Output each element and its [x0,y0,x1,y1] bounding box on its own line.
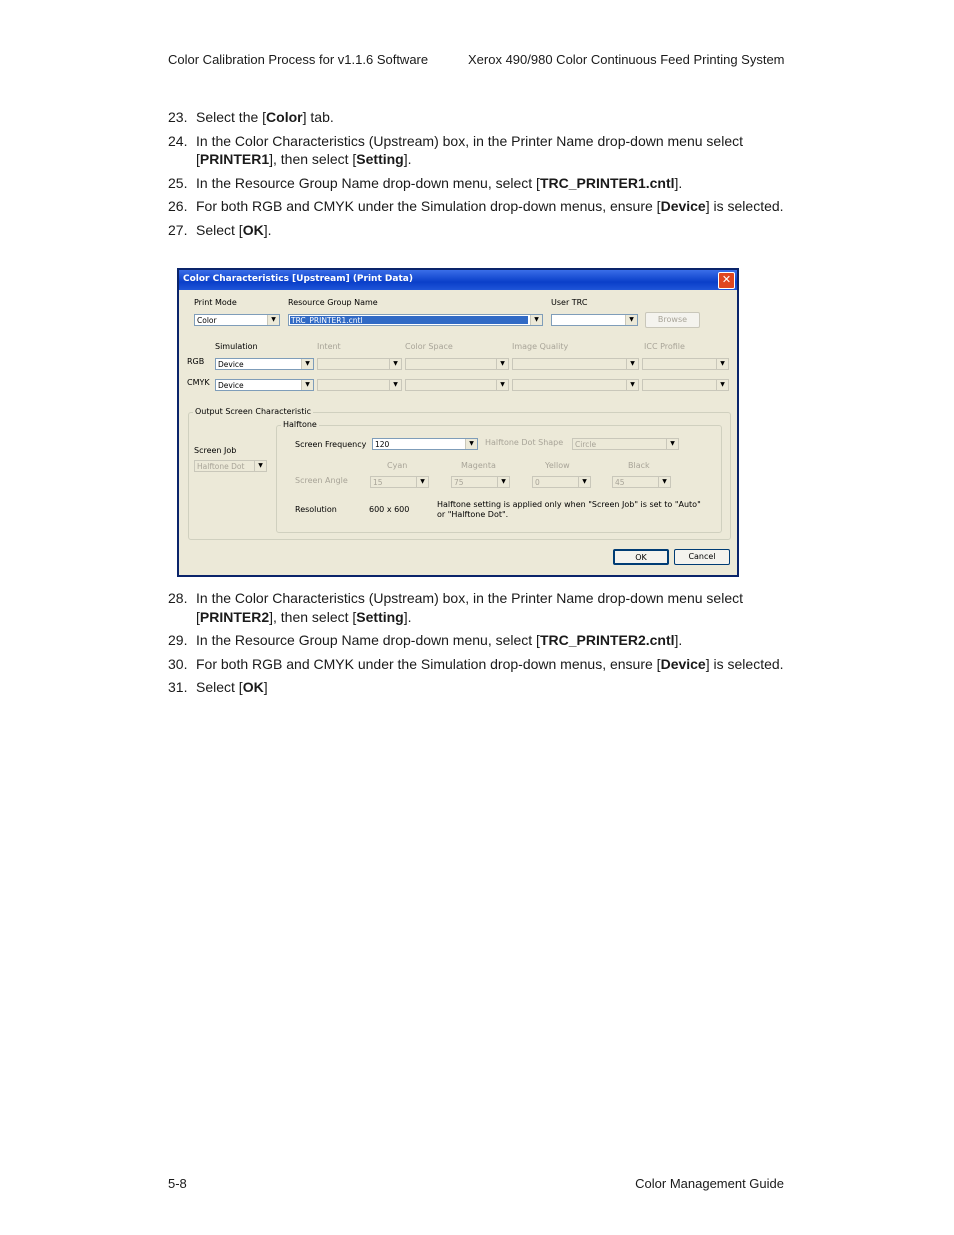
color-space-label: Color Space [405,342,453,351]
black-angle-select[interactable] [612,476,671,488]
cmyk-icc-profile-select[interactable] [642,379,729,391]
rgb-simulation-select[interactable] [215,358,314,370]
step-text-part: ]. [263,221,272,238]
chevron-down-icon: ▼ [496,359,508,369]
cmyk-intent-select[interactable] [317,379,402,391]
print-mode-select[interactable] [194,314,280,326]
chevron-down-icon: ▼ [496,380,508,390]
list-item [168,174,788,193]
halftone-dot-shape-select[interactable] [572,438,679,450]
step-text [196,655,788,674]
yellow-label: Yellow [545,461,570,470]
chevron-down-icon: ▼ [626,359,638,369]
chevron-down-icon: ▼ [716,359,728,369]
halftone-label: Halftone [283,420,317,429]
step-text-part: ] [263,679,268,695]
step-text-part: For both RGB and CMYK under the Simulation drop-down menus, ensure [ [196,655,661,672]
step-number: 26. [168,198,188,214]
list-item [168,655,788,674]
screen-job-value: Halftone Dot [197,462,245,471]
rgb-intent-select[interactable] [317,358,402,370]
steps-list-a [168,108,788,244]
browse-button[interactable]: Browse [645,312,700,328]
step-text [196,197,788,216]
rgb-color-space-select[interactable] [405,358,509,370]
rgb-label: RGB [187,357,205,366]
halftone-dot-shape-value: Circle [575,440,597,449]
screen-frequency-label: Screen Frequency [295,440,367,449]
chevron-down-icon: ▼ [625,315,637,325]
step-text-part: ]. [674,174,683,191]
chevron-down-icon: ▼ [416,477,428,487]
step-keyword: PRINTER1 [199,151,270,167]
step-number: 28. [168,590,188,606]
step-text-part: For both RGB and CMYK under the Simulation drop-down menus, ensure [ [196,198,661,214]
output-screen-group [188,407,731,540]
step-text [196,678,788,697]
step-text-part: ] is selected. [705,198,784,214]
black-angle-value: 45 [615,478,625,487]
step-number: 24. [168,132,188,149]
ok-button[interactable]: OK [613,549,669,565]
cmyk-simulation-select[interactable] [215,379,314,391]
step-text [196,221,788,240]
chevron-down-icon: ▼ [530,315,542,325]
step-number: 27. [168,221,188,238]
list-item [168,108,788,127]
step-keyword: TRC_PRINTER1.cntl [539,174,675,191]
halftone-dot-shape-label: Halftone Dot Shape [485,438,564,447]
resource-group-label: Resource Group Name [288,298,378,307]
list-item [168,197,788,216]
user-trc-label: User TRC [551,298,588,307]
chevron-down-icon: ▼ [497,477,509,487]
cyan-angle-select[interactable] [370,476,429,488]
step-text [196,589,788,626]
chevron-down-icon: ▼ [626,380,638,390]
step-keyword: OK [242,679,264,695]
icc-profile-label: ICC Profile [644,342,685,351]
step-text-part: ]. [674,632,683,648]
step-number: 23. [168,109,188,125]
chevron-down-icon: ▼ [267,315,279,325]
step-number: 31. [168,679,188,695]
step-text-part: Select [ [196,679,243,695]
header-left: Color Calibration Process for v1.1.6 Software [168,52,429,67]
step-keyword: Device [660,655,706,672]
step-text [196,108,788,127]
cyan-angle-value: 15 [373,478,383,487]
step-text-part: ]. [403,151,412,167]
chevron-down-icon: ▼ [465,439,477,449]
rgb-simulation-value: Device [218,360,244,369]
chevron-down-icon: ▼ [301,359,313,369]
user-trc-select[interactable] [551,314,638,326]
resolution-value: 600 x 600 [369,505,410,514]
step-text [196,132,788,169]
step-text-part: In the Resource Group Name drop-down menu, select [ [196,632,540,648]
rgb-image-quality-select[interactable] [512,358,639,370]
footer-title: Color Management Guide [635,1176,784,1191]
print-mode-value: Color [197,316,217,325]
step-number: 29. [168,632,188,648]
chevron-down-icon: ▼ [254,461,266,471]
dialog-titlebar [179,270,737,290]
chevron-down-icon: ▼ [389,380,401,390]
close-icon[interactable]: ✕ [718,272,735,289]
list-item [168,132,788,169]
header-right: Xerox 490/980 Color Continuous Feed Printing System [468,52,785,67]
step-keyword: TRC_PRINTER2.cntl [539,632,675,648]
cancel-button[interactable]: Cancel [674,549,730,565]
step-keyword: OK [242,221,264,238]
chevron-down-icon: ▼ [578,477,590,487]
screen-job-select[interactable] [194,460,267,472]
list-item [168,678,788,697]
halftone-note-line2: or "Halftone Dot". [437,510,509,519]
magenta-label: Magenta [461,461,496,470]
color-characteristics-dialog [177,268,739,577]
step-text [196,631,788,650]
step-keyword: Setting [356,151,404,167]
step-text-part: In the Resource Group Name drop-down menu, select [ [196,174,540,191]
step-text-part: ], then select [ [269,608,357,625]
step-number: 25. [168,174,188,191]
list-item [168,221,788,240]
halftone-note-line1: Halftone setting is applied only when "Screen Job" is set to "Auto" [437,500,701,509]
resource-group-value: TRC_PRINTER1.cntl [291,316,363,325]
intent-label: Intent [317,342,341,351]
dialog-title: Color Characteristics [Upstream] (Print Data) [183,274,413,284]
step-text [196,174,788,193]
step-text-part: Select the [ [196,109,267,125]
magenta-angle-value: 75 [454,478,464,487]
cmyk-color-space-select[interactable] [405,379,509,391]
halftone-group [276,420,722,533]
rgb-icc-profile-select[interactable] [642,358,729,370]
step-keyword: PRINTER2 [199,608,270,625]
step-text-part: ] is selected. [705,655,784,672]
step-text-part: Select [ [196,221,243,238]
chevron-down-icon: ▼ [658,477,670,487]
step-text-part: ]. [403,608,412,625]
simulation-label: Simulation [215,342,258,351]
screen-job-label: Screen Job [194,446,237,455]
print-mode-label: Print Mode [194,298,237,307]
chevron-down-icon: ▼ [389,359,401,369]
screen-frequency-select[interactable] [372,438,478,450]
cyan-label: Cyan [387,461,408,470]
resolution-label: Resolution [295,505,337,514]
image-quality-label: Image Quality [512,342,569,351]
chevron-down-icon: ▼ [301,380,313,390]
screen-angle-label: Screen Angle [295,476,348,485]
step-keyword: Color [266,109,303,125]
step-keyword: Device [660,198,706,214]
cmyk-image-quality-select[interactable] [512,379,639,391]
magenta-angle-select[interactable] [451,476,510,488]
step-text-part: ] tab. [302,109,334,125]
steps-list-b [168,589,788,702]
step-keyword: Setting [356,608,404,625]
cmyk-simulation-value: Device [218,381,244,390]
footer-page-number: 5-8 [168,1176,187,1191]
chevron-down-icon: ▼ [666,439,678,449]
cmyk-label: CMYK [187,378,210,387]
step-text-part: ], then select [ [269,151,357,167]
chevron-down-icon: ▼ [716,380,728,390]
list-item [168,589,788,626]
yellow-angle-select[interactable] [532,476,591,488]
output-screen-label: Output Screen Characteristic [195,407,312,416]
black-label: Black [628,461,650,470]
yellow-angle-value: 0 [535,478,540,487]
step-text-part: In the Color Characteristics (Upstream) box, in the Printer Name drop-down menu select [ [196,590,743,625]
screen-frequency-value: 120 [375,440,390,449]
step-text-part: In the Color Characteristics (Upstream) box, in the Printer Name drop-down menu select [ [196,132,743,167]
resource-group-select[interactable] [288,314,543,326]
list-item [168,631,788,650]
step-number: 30. [168,655,188,672]
